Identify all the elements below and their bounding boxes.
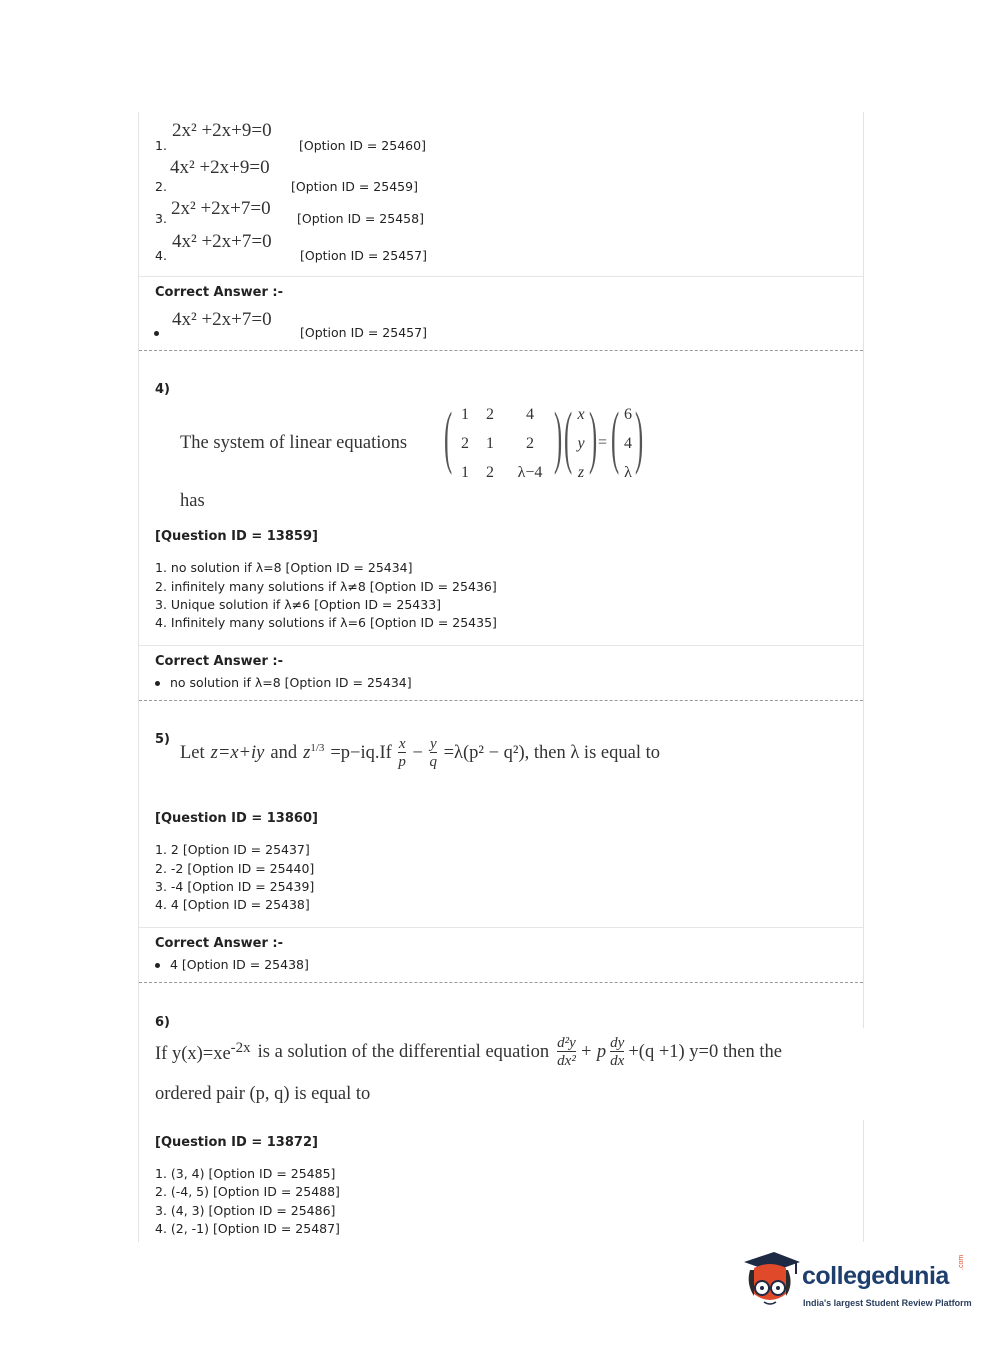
matrix-cell: 2 xyxy=(486,464,494,481)
option-item: 1. no solution if λ=8 [Option ID = 25434] xyxy=(155,560,413,575)
separator xyxy=(139,927,863,928)
equals-sign: = xyxy=(598,434,608,451)
rhs-cell: 4 xyxy=(624,435,632,452)
correct-answer-id: [Option ID = 25457] xyxy=(300,325,427,340)
option-number: 4. xyxy=(155,248,167,263)
option-item: 2. infinitely many solutions if λ≠8 [Option ID = 25436] xyxy=(155,579,497,594)
correct-answer: 4 [Option ID = 25438] xyxy=(155,957,309,972)
page-border-right xyxy=(863,112,864,1028)
option-id: [Option ID = 25458] xyxy=(297,211,424,226)
bullet xyxy=(154,323,169,342)
question-number: 6) xyxy=(155,1015,170,1030)
page-border-right-lower xyxy=(863,1120,864,1242)
question-divider xyxy=(139,700,863,701)
matrix-cell: 4 xyxy=(526,406,534,423)
question-id: [Question ID = 13872] xyxy=(155,1135,318,1150)
variable-cell: z xyxy=(577,464,585,481)
question-number: 5) xyxy=(155,732,170,747)
matrix-cell: 1 xyxy=(461,464,469,481)
option-id: [Option ID = 25459] xyxy=(291,179,418,194)
separator xyxy=(139,276,863,277)
option-equation: 2x² +2x+7=0 xyxy=(171,198,271,219)
rhs-cell: λ xyxy=(624,464,632,481)
matrix-cell: λ−4 xyxy=(517,464,543,481)
correct-answer-label: Correct Answer :- xyxy=(155,285,283,300)
logo-tagline: India's largest Student Review Platform xyxy=(803,1298,972,1308)
matrix-cell: 1 xyxy=(461,406,469,423)
correct-answer-label: Correct Answer :- xyxy=(155,654,283,669)
question-text-has: has xyxy=(180,491,205,511)
correct-answer-label: Correct Answer :- xyxy=(155,936,283,951)
mascot-icon xyxy=(740,1250,800,1312)
option-number: 2. xyxy=(155,179,167,194)
option-item: 3. -4 [Option ID = 25439] xyxy=(155,879,315,894)
logo-wordmark: collegedunia xyxy=(802,1262,949,1290)
option-item: 4. Infinitely many solutions if λ=6 [Option ID = 25435] xyxy=(155,615,497,630)
variable-cell: y xyxy=(577,435,585,452)
question-divider xyxy=(139,982,863,983)
option-item: 4. 4 [Option ID = 25438] xyxy=(155,897,310,912)
option-number: 3. xyxy=(155,211,167,226)
question-text: If $y(x)=xe^{-2x}$ is a solution of the differential equation $\frac{\text{d²y}}{\text{dx²}}$ + p $\frac{dy}{dx}$ +(q +1) y=0 then the xyxy=(155,1035,782,1069)
option-item: 3. Unique solution if λ≠6 [Option ID = 25433] xyxy=(155,597,442,612)
option-equation: 4x² +2x+7=0 xyxy=(172,231,272,252)
option-item: 1. (3, 4) [Option ID = 25485] xyxy=(155,1166,336,1181)
matrix-cell: 2 xyxy=(461,435,469,452)
variable-cell: x xyxy=(577,406,585,423)
question-text-line2: ordered pair (p, q) is equal to xyxy=(155,1084,371,1104)
option-item: 2. -2 [Option ID = 25440] xyxy=(155,861,315,876)
matrix-cell: 2 xyxy=(526,435,534,452)
option-equation: 2x² +2x+9=0 xyxy=(172,120,272,141)
question-id: [Question ID = 13860] xyxy=(155,811,318,826)
logo-com: .com xyxy=(958,1254,965,1270)
question-divider xyxy=(139,350,863,351)
option-item: 1. 2 [Option ID = 25437] xyxy=(155,842,310,857)
question-text: Let z=x+iy and $z^{1/3}$ =p−iq.If $\frac{x}{p}$ − $\frac{y}{q}$ =λ(p² − q²), then λ is equal to xyxy=(180,736,660,770)
matrix-cell: 2 xyxy=(486,406,494,423)
option-item: 3. (4, 3) [Option ID = 25486] xyxy=(155,1203,336,1218)
correct-answer-equation: 4x² +2x+7=0 xyxy=(172,309,272,330)
question-id: [Question ID = 13859] xyxy=(155,529,318,544)
option-item: 2. (-4, 5) [Option ID = 25488] xyxy=(155,1184,340,1199)
page-border-left xyxy=(138,112,139,1242)
separator xyxy=(139,645,863,646)
matrix-cell: 1 xyxy=(486,435,494,452)
option-equation: 4x² +2x+9=0 xyxy=(170,157,270,178)
collegedunia-logo[interactable] xyxy=(740,1248,970,1318)
question-text: The system of linear equations xyxy=(180,433,408,453)
correct-answer: no solution if λ=8 [Option ID = 25434] xyxy=(155,675,412,690)
option-number: 1. xyxy=(155,138,167,153)
option-id: [Option ID = 25457] xyxy=(300,248,427,263)
option-item: 4. (2, -1) [Option ID = 25487] xyxy=(155,1221,340,1236)
rhs-cell: 6 xyxy=(624,406,632,423)
question-number: 4) xyxy=(155,382,170,397)
option-id: [Option ID = 25460] xyxy=(299,138,426,153)
